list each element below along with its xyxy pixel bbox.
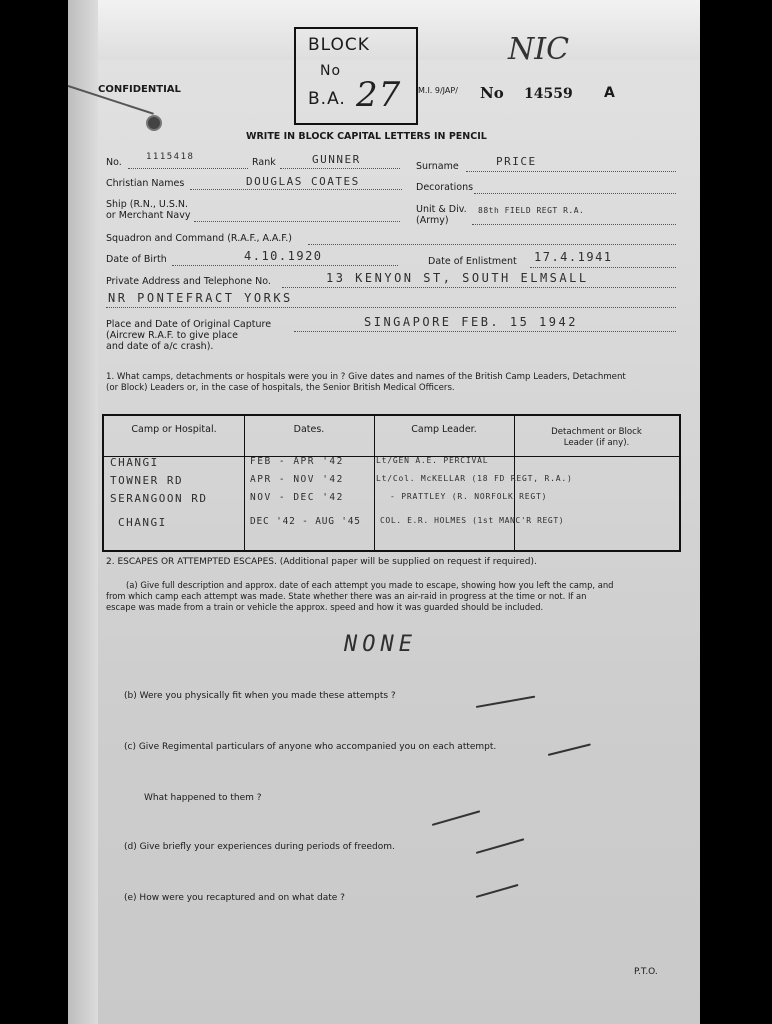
row-4-leader: COL. E.R. HOLMES (1st MANC'R REGT) xyxy=(380,516,565,525)
stamp-line-block: BLOCK xyxy=(308,35,370,55)
dash-answer-b xyxy=(476,696,535,708)
decorations-line xyxy=(474,193,676,194)
col-header-detachment-2: Leader (if any). xyxy=(563,438,630,448)
row-4-camp: CHANGI xyxy=(118,516,167,529)
decorations-label: Decorations xyxy=(416,182,474,193)
dob-line xyxy=(172,265,398,266)
dob-label: Date of Birth xyxy=(106,254,167,265)
rank-line xyxy=(280,168,400,169)
no-label: No. xyxy=(106,157,122,168)
surname-label: Surname xyxy=(416,161,459,172)
unit-line xyxy=(472,224,676,225)
unit-label-1: Unit & Div. xyxy=(416,204,467,215)
squadron-label: Squadron and Command (R.A.F., A.A.F.) xyxy=(106,233,292,244)
no-line xyxy=(128,168,248,169)
row-3-leader: - PRATTLEY (R. NORFOLK REGT) xyxy=(390,492,548,501)
row-1-leader: Lt/GEN A.E. PERCIVAL xyxy=(376,456,489,465)
squadron-line xyxy=(308,244,676,245)
col-header-camp: Camp or Hospital. xyxy=(131,424,217,435)
address-label: Private Address and Telephone No. xyxy=(106,276,271,287)
enlistment-value: 17.4.1941 xyxy=(534,250,613,264)
capture-value: SINGAPORE FEB. 15 1942 xyxy=(364,315,578,329)
capture-label-1: Place and Date of Original Capture xyxy=(106,319,272,330)
form-suffix: A xyxy=(604,85,615,101)
row-4-dates: DEC '42 - AUG '45 xyxy=(250,516,361,527)
pto-label: P.T.O. xyxy=(634,967,658,977)
block-stamp xyxy=(294,27,418,125)
number-label: No xyxy=(480,84,504,102)
christian-names-line xyxy=(190,189,402,190)
address-value-2: NR PONTEFRACT YORKS xyxy=(108,291,293,305)
address-line-2 xyxy=(106,307,676,308)
surname-value: PRICE xyxy=(496,155,537,168)
form-code: M.I. 9/JAP/ xyxy=(418,86,458,95)
address-value-1: 13 KENYON ST, SOUTH ELMSALL xyxy=(326,271,589,285)
binding-strip xyxy=(68,0,98,1024)
q2e-text: (e) How were you recaptured and on what date ? xyxy=(124,893,345,903)
handwritten-annotation: NIC xyxy=(508,32,570,67)
enlistment-label: Date of Enlistment xyxy=(428,256,517,267)
col-header-leader: Camp Leader. xyxy=(411,424,477,435)
dash-answer-e xyxy=(476,884,519,898)
rank-label: Rank xyxy=(252,157,276,168)
address-line-1 xyxy=(282,287,676,288)
q2c-text: (c) Give Regimental particulars of anyone who accompanied you on each attempt. xyxy=(124,742,497,752)
dob-value: 4.10.1920 xyxy=(244,249,323,263)
q2d-text: (d) Give briefly your experiences during periods of freedom. xyxy=(124,842,395,852)
q2c-followup-text: What happened to them ? xyxy=(144,793,262,803)
row-2-camp: TOWNER RD xyxy=(110,474,184,487)
unit-value: 88th FIELD REGT R.A. xyxy=(478,206,585,215)
punch-hole-icon xyxy=(146,115,162,131)
handwritten-answer-none: NONE xyxy=(344,632,417,657)
christian-names-label: Christian Names xyxy=(106,178,185,189)
form-page xyxy=(68,0,700,1024)
q2b-text: (b) Were you physically fit when you made these attempts ? xyxy=(124,691,396,701)
dash-answer-c xyxy=(548,743,591,756)
stamp-number: 27 xyxy=(356,75,402,115)
row-3-camp: SERANGOON RD xyxy=(110,492,208,505)
form-number: 14559 xyxy=(524,86,573,102)
ship-label-2: or Merchant Navy xyxy=(106,210,191,221)
ship-line xyxy=(194,221,400,222)
stamp-line-no: No xyxy=(320,63,342,79)
q2a-line-3: escape was made from a train or vehicle the approx. speed and how it was guarded should be included. xyxy=(106,602,544,612)
confidential-label: CONFIDENTIAL xyxy=(98,84,181,95)
row-1-camp: CHANGI xyxy=(110,456,159,469)
row-3-dates: NOV - DEC '42 xyxy=(250,492,344,503)
col-header-dates: Dates. xyxy=(293,424,325,435)
row-1-dates: FEB - APR '42 xyxy=(250,456,344,467)
surname-line xyxy=(466,171,676,172)
q2-title: 2. ESCAPES OR ATTEMPTED ESCAPES. (Additional paper will be supplied on request if required). xyxy=(106,557,537,567)
capture-line xyxy=(294,331,676,332)
row-2-leader: Lt/Col. McKELLAR (18 FD REGT, R.A.) xyxy=(376,474,573,483)
dash-answer-d xyxy=(476,838,525,854)
q2a-line-1: (a) Give full description and approx. date of each attempt you made to escape, showing how you left the camp, and xyxy=(126,580,614,590)
q1-line-1: 1. What camps, detachments or hospitals were you in ? Give dates and names of the British Camp Leaders, Detachment xyxy=(106,372,626,382)
q1-line-2: (or Block) Leaders or, in the case of hospitals, the Senior British Medical Officers. xyxy=(106,383,455,393)
col-header-detachment: Detachment or Block xyxy=(551,427,642,437)
enlistment-line xyxy=(530,267,676,268)
camps-table xyxy=(102,414,681,552)
ship-label-1: Ship (R.N., U.S.N. xyxy=(106,199,189,210)
rank-value: GUNNER xyxy=(312,153,361,166)
capture-label-3: and date of a/c crash). xyxy=(106,341,214,352)
row-2-dates: APR - NOV '42 xyxy=(250,474,344,485)
q2a-line-2: from which camp each attempt was made. State whether there was an air-raid in progress at the time or not. If an xyxy=(106,591,587,601)
dash-answer-c2 xyxy=(432,810,481,826)
no-value: 1115418 xyxy=(146,152,195,162)
instruction-heading: WRITE IN BLOCK CAPITAL LETTERS IN PENCIL xyxy=(246,131,487,142)
capture-label-2: (Aircrew R.A.F. to give place xyxy=(106,330,238,341)
christian-names-value: DOUGLAS COATES xyxy=(246,175,360,188)
unit-label-2: (Army) xyxy=(416,215,449,226)
stamp-line-ba: B.A. xyxy=(308,89,346,109)
